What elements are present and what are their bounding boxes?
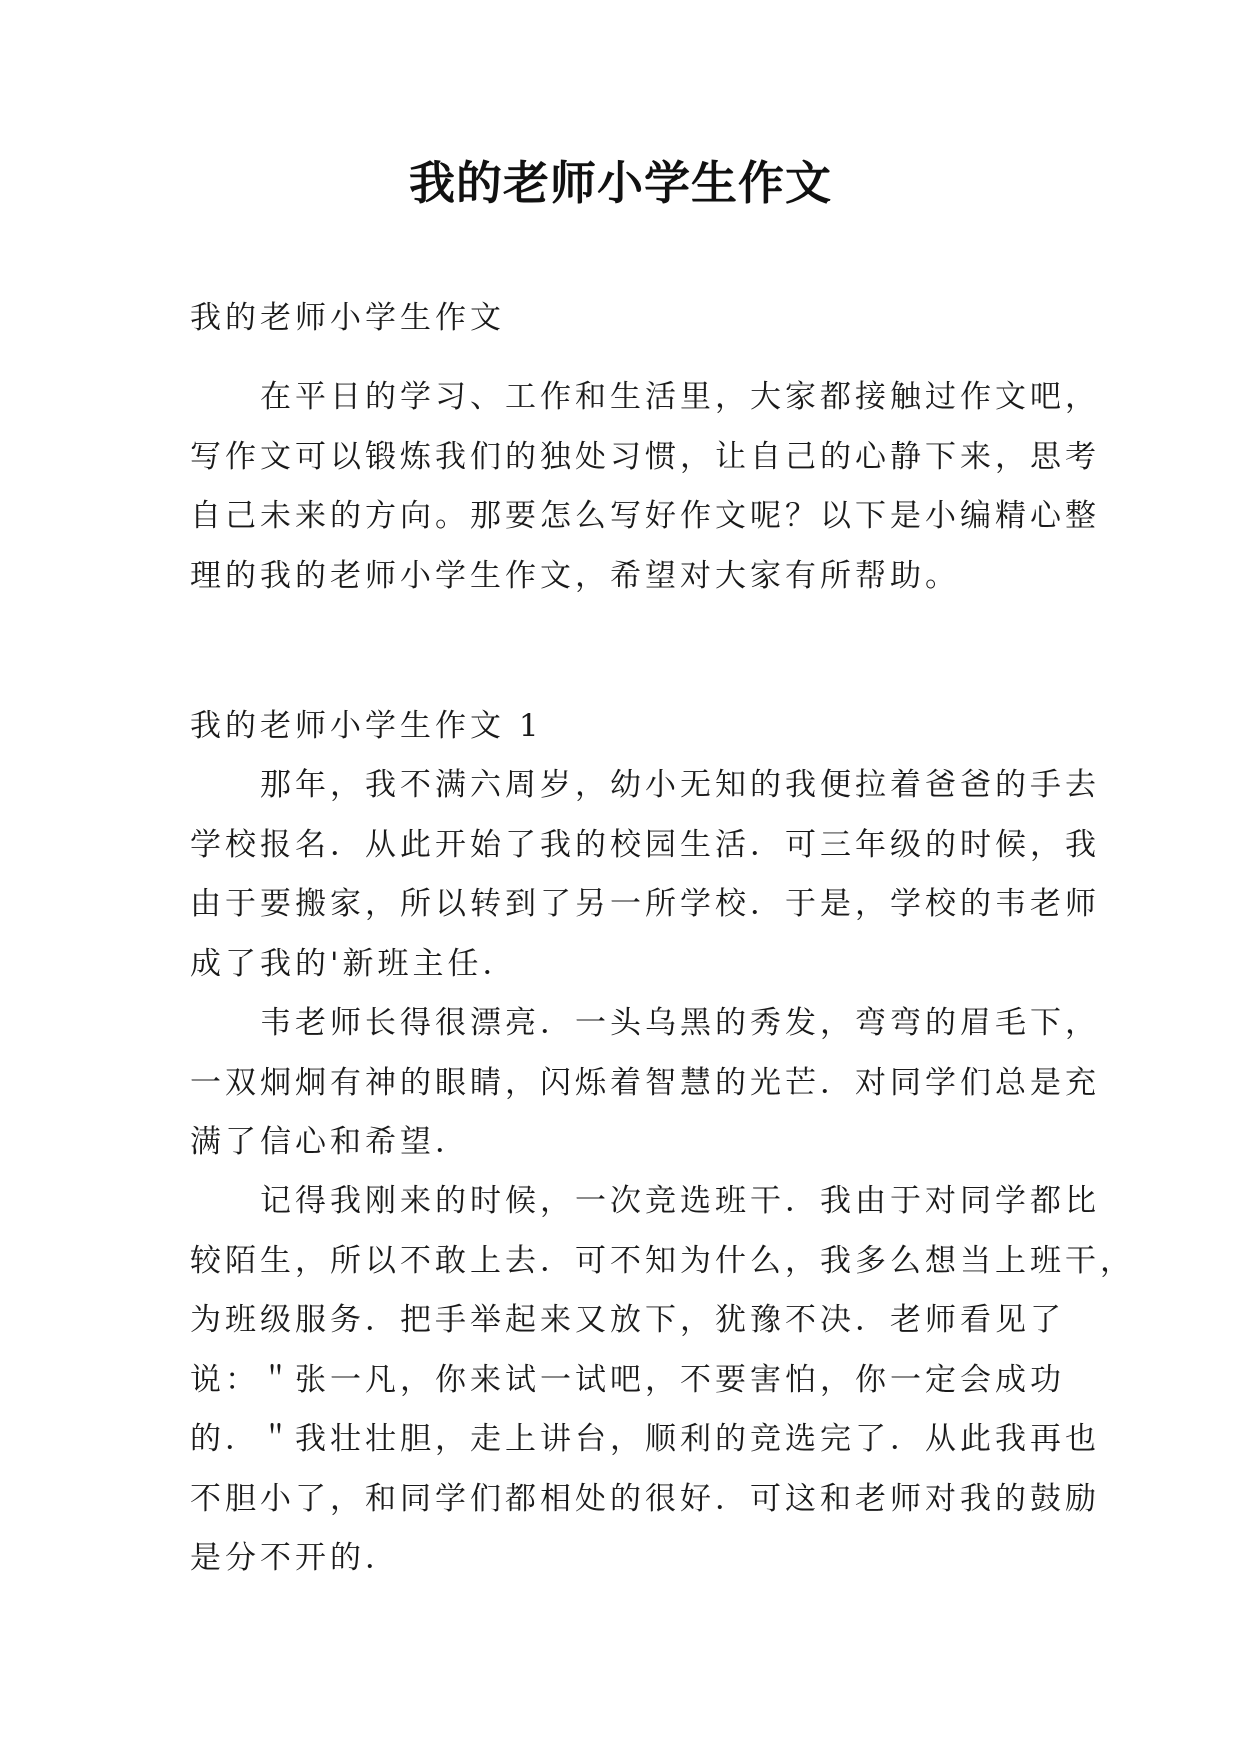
paragraph-line: 是分不开的． [190,1540,400,1576]
paragraph-line: 那年，我不满六周岁，幼小无知的我便拉着爸爸的手去 [260,767,1100,803]
paragraph-line: 由于要搬家，所以转到了另一所学校．于是，学校的韦老师 [190,886,1100,922]
paragraph-line: 成了我的'新班主任． [190,945,518,982]
body-paragraph-1 [190,756,1100,994]
paragraph-line: 韦老师长得很漂亮．一头乌黑的秀发，弯弯的眉毛下， [260,1005,1100,1041]
paragraph-line: 不胆小了，和同学们都相处的很好．可这和老师对我的鼓励 [190,1480,1100,1517]
intro-line: 写作文可以锻炼我们的独处习惯，让自己的心静下来，思考 [190,438,1100,475]
paragraph-line: 为班级服务．把手举起来又放下，犹豫不决．老师看见了 [190,1302,1065,1338]
paragraph-line: 一双炯炯有神的眼睛，闪烁着智慧的光芒．对同学们总是充 [190,1064,1100,1101]
paragraph-line: 说：＂张一凡，你来试一试吧，不要害怕，你一定会成功 [190,1361,1065,1398]
intro-line: 在平日的学习、工作和生活里，大家都接触过作文吧， [260,379,1100,415]
section-heading: 我的老师小学生作文 1 [190,708,543,744]
body-paragraph-3 [190,1172,1135,1589]
document-subtitle: 我的老师小学生作文 [190,300,505,336]
paragraph-line: 学校报名．从此开始了我的校园生活．可三年级的时候，我 [190,826,1100,863]
paragraph-line: 记得我刚来的时候，一次竞选班干．我由于对同学都比 [260,1183,1100,1219]
intro-line: 自己未来的方向。那要怎么写好作文呢？以下是小编精心整 [190,498,1100,534]
intro-line: 理的我的老师小学生作文，希望对大家有所帮助。 [190,557,960,594]
paragraph-line: 较陌生，所以不敢上去．可不知为什么，我多么想当上班干， [190,1242,1135,1279]
body-paragraph-2 [190,994,1100,1173]
paragraph-line: 的．＂我壮壮胆，走上讲台，顺利的竞选完了．从此我再也 [190,1421,1100,1457]
intro-paragraph [190,368,1100,606]
paragraph-line: 满了信心和希望． [190,1124,470,1160]
document-title: 我的老师小学生作文 [409,156,832,210]
